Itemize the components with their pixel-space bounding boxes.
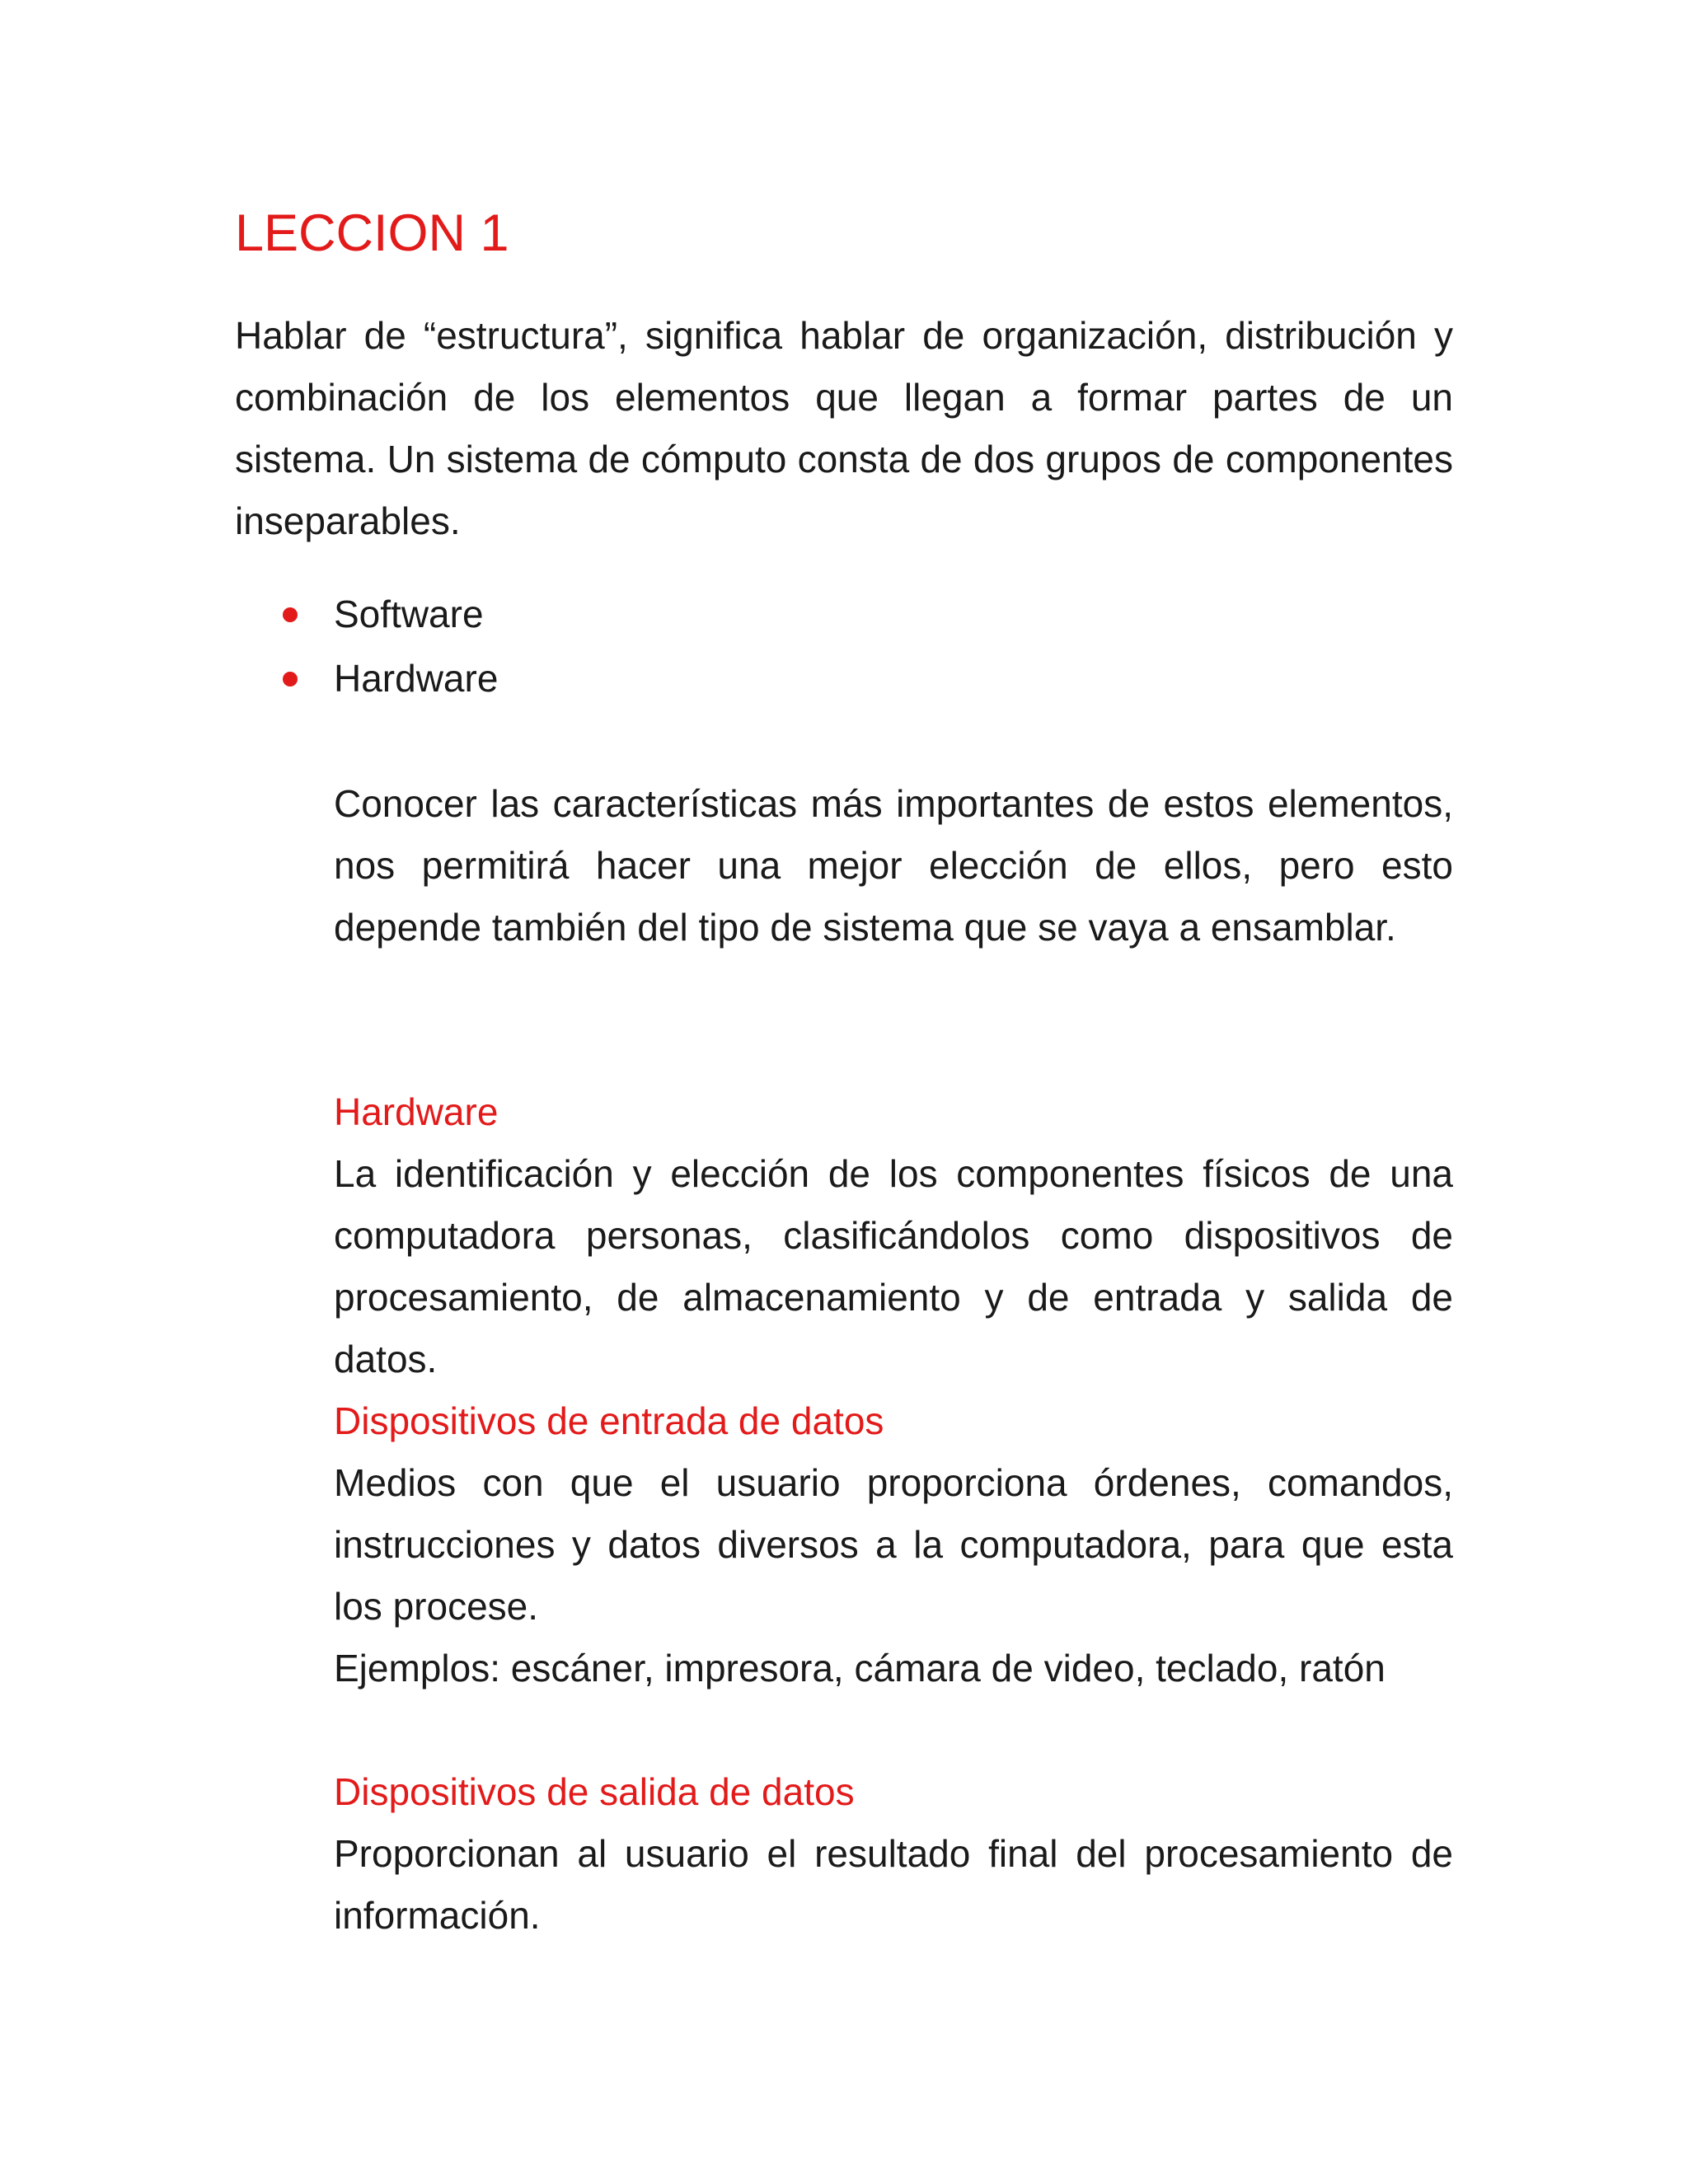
hardware-paragraph: La identificación y elección de los componentes físicos de una computadora personas, clasificándolos como dispositivos de procesamiento, de almacenamiento y de entrada y salida de datos. xyxy=(334,1152,1453,1380)
intro-paragraph: Hablar de “estructura”, significa hablar de organización, distribución y combinación de los elementos que llegan a formar partes de un sistema. Un sistema de cómputo consta de dos grupos de componentes inseparables. xyxy=(235,314,1453,542)
list-item xyxy=(235,648,977,712)
list-item xyxy=(235,583,977,648)
lesson-title: LECCION 1 xyxy=(235,204,509,262)
list-item-label: Hardware xyxy=(334,657,499,700)
output-devices-paragraph: Proporcionan al usuario el resultado final del procesamiento de información. xyxy=(334,1832,1453,1937)
hardware-heading: Hardware xyxy=(334,1090,499,1133)
conocer-paragraph: Conocer las características más importantes de estos elementos, nos permitirá hacer una mejor elección de ellos, pero esto depende también del tipo de sistema que se vaya a ensamblar. xyxy=(334,782,1453,949)
bullet-dot-icon xyxy=(283,607,298,622)
bullet-dot-icon xyxy=(283,672,298,687)
examples-line: Ejemplos: escáner, impresora, cámara de video, teclado, ratón xyxy=(334,1647,1386,1690)
output-devices-heading: Dispositivos de salida de datos xyxy=(334,1770,855,1813)
input-devices-heading: Dispositivos de entrada de datos xyxy=(334,1399,884,1442)
list-item-label: Software xyxy=(334,593,484,635)
input-devices-paragraph: Medios con que el usuario proporciona órdenes, comandos, instrucciones y datos diversos a la computadora, para que esta los procese. xyxy=(334,1461,1453,1628)
component-list xyxy=(235,583,977,712)
